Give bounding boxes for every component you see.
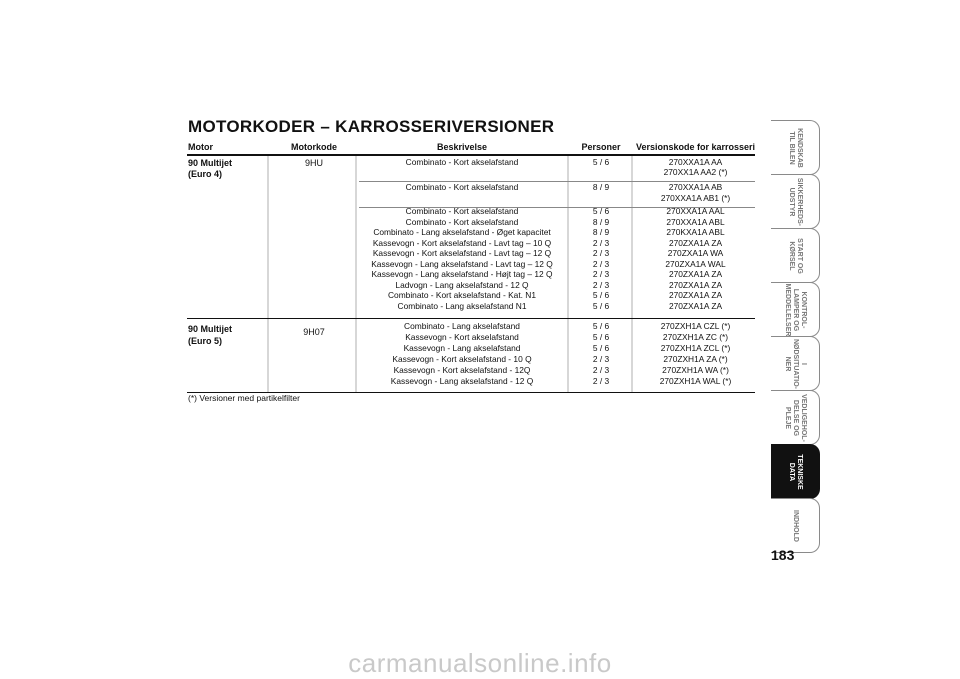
header-motor: Motor (188, 142, 213, 152)
tab-start-og-korsel[interactable]: START OG KØRSEL (771, 228, 820, 283)
column-separator (267, 319, 269, 392)
header-beskrivelse: Beskrivelse (436, 142, 488, 152)
tab-nodsituationer[interactable]: I NØDSITUATIO- NER (771, 336, 820, 391)
tab-kendskab-til-bilen[interactable]: KENDSKAB TIL BILEN (771, 120, 820, 175)
engine-code: 9HU (304, 158, 323, 168)
column-separator (267, 156, 269, 318)
footnote: (*) Versioner med partikelfilter (188, 393, 300, 403)
engine-name: 90 Multijet (Euro 5) (188, 324, 233, 346)
motor-code-table (187, 141, 755, 393)
page-number: 183 (771, 547, 795, 563)
watermark: carmanualsonline.info (348, 648, 612, 678)
engine-name: 90 Multijet (Euro 4) (188, 158, 233, 179)
engine-group-euro4: 90 Multijet (Euro 4) 9HU Combinato - Kort akselafstand 5 / 6 270XXA1A AA 270XX1A AA2 (*) Combinato - Kort akselafstand 8 / 9 270XXA1A AB 270XXA1A AB1 (*) Combinato - Kort akselafstand 5 / 6 270XXA1A AAL Combinato - Kort akselafstand 8 / 9 270XXA1A ABL Combinato - Lang akselafstand - Øget kapacitet 8 / 9 270KXA1A ABL Kassevogn - Kort akselafstand - Lavt tag – 10 Q 2 / 3 270ZXA1A ZA Kassevogn - Kort akselafstand - Lavt tag – 12 Q 2 / 3 270ZXA1A WA Kassevogn - Lang akselafstand - Lavt tag – 12 Q 2 / 3 270ZXA1A WAL Kassevogn - Lang akselafstand - Højt tag – 12 Q 2 / 3 270ZXA1A ZA Ladvogn - Lang akselafstand - 12 Q 2 / 3 270ZXA1A ZA Combinato - Kort akselafstand - Kat. N1 5 / 6 270ZXA1A ZA Combinato - Lang akselafstand N1 5 / 6 270ZXA1A ZA (187, 156, 755, 319)
column-separator (355, 156, 357, 318)
tab-indhold[interactable]: INDHOLD (771, 498, 820, 553)
header-motorkode: Motorkode (291, 142, 337, 152)
header-versionskode: Versionskode for karrosseri (635, 142, 756, 152)
column-separator (567, 319, 569, 392)
header-personer: Personer (581, 142, 621, 152)
engine-group-euro5: 90 Multijet (Euro 5) 9H07 Combinato - Lang akselafstand 5 / 6 270ZXH1A CZL (*) Kassevogn - Kort akselafstand 5 / 6 270ZXH1A ZC (*) Kassevogn - Lang akselafstand 5 / 6 270ZXH1A ZCL (*) Kassevogn - Kort akselafstand - 10 Q 2 / 3 270ZXH1A ZA (*) Kassevogn - Kort akselafstand - 12Q 2 / 3 270ZXH1A WA (*) Kassevogn - Lang akselafstand - 12 Q 2 / 3 270ZXH1A WAL (*) (187, 319, 755, 393)
tab-kontrollamper[interactable]: KONTROL- LAMPER OG MEDDELELSER (771, 282, 820, 337)
table-row: 270XX1A AA2 (*) (359, 167, 755, 182)
table-row: 270XXA1A AB1 (*) (359, 193, 755, 208)
page-title: MOTORKODER – KARROSSERIVERSIONER (188, 117, 555, 136)
table-header (187, 141, 755, 156)
column-separator (631, 319, 633, 392)
tab-tekniske-data[interactable]: TEKNISKE DATA (771, 444, 820, 499)
tab-sikkerhedsudstyr[interactable]: SIKKERHEDS- UDSTYR (771, 174, 820, 229)
engine-code: 9H07 (303, 327, 325, 337)
tab-vedligeholdelse[interactable]: VEDLIGEHOL- DELSE OG PLEJE (771, 390, 820, 445)
